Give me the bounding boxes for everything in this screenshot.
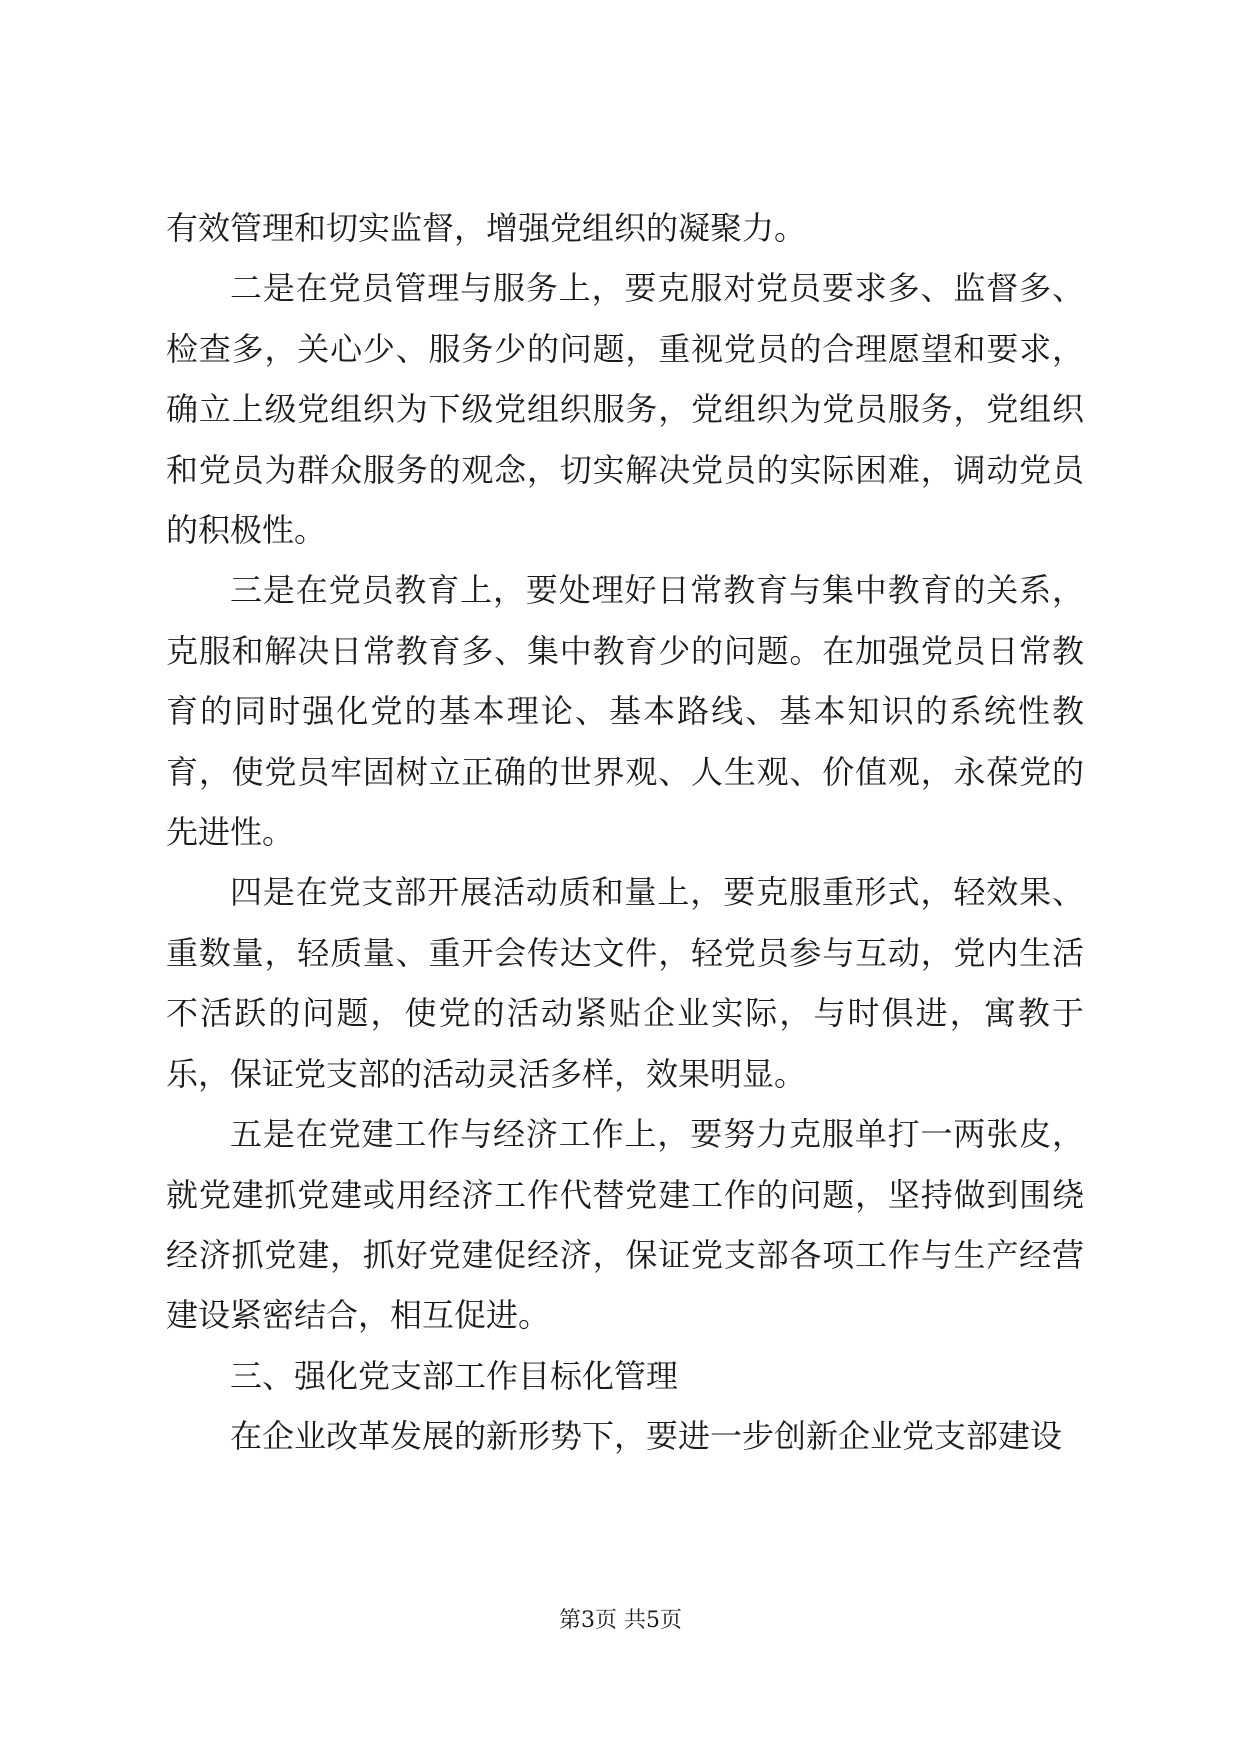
paragraph: 五是在党建工作与经济工作上，要努力克服单打一两张皮，就党建抓党建或用经济工作代替党建工作的问题，坚持做到围绕经济抓党建，抓好党建促经济，保证党支部各项工作与生产经营建设紧密结合，相互促进。: [166, 1115, 1084, 1335]
paragraph: 四是在党支部开展活动质和量上，要克服重形式，轻效果、重数量，轻质量、重开会传达文件，轻党员参与互动，党内生活不活跃的问题，使党的活动紧贴企业实际，与时俱进，寓教于乐，保证党支部的活动灵活多样，效果明显。: [166, 873, 1084, 1093]
document-body: [166, 198, 1084, 1467]
paragraph: 二是在党员管理与服务上，要克服对党员要求多、监督多、检查多，关心少、服务少的问题，重视党员的合理愿望和要求，确立上级党组织为下级党组织服务，党组织为党员服务，党组织和党员为群众服务的观念，切实解决党员的实际困难，调动党员的积极性。: [166, 269, 1084, 550]
paragraph: 三是在党员教育上，要处理好日常教育与集中教育的关系，克服和解决日常教育多、集中教育少的问题。在加强党员日常教育的同时强化党的基本理论、基本路线、基本知识的系统性教育，使党员牢固树立正确的世界观、人生观、价值观，永葆党的先进性。: [166, 571, 1084, 852]
paragraph: 有效管理和切实监督，增强党组织的凝聚力。: [166, 209, 807, 247]
section-heading: 三、强化党支部工作目标化管理: [230, 1356, 679, 1395]
page-footer: 第3页 共5页: [559, 1608, 682, 1633]
paragraph: 在企业改革发展的新形势下，要进一步创新企业党支部建设: [230, 1417, 1063, 1456]
